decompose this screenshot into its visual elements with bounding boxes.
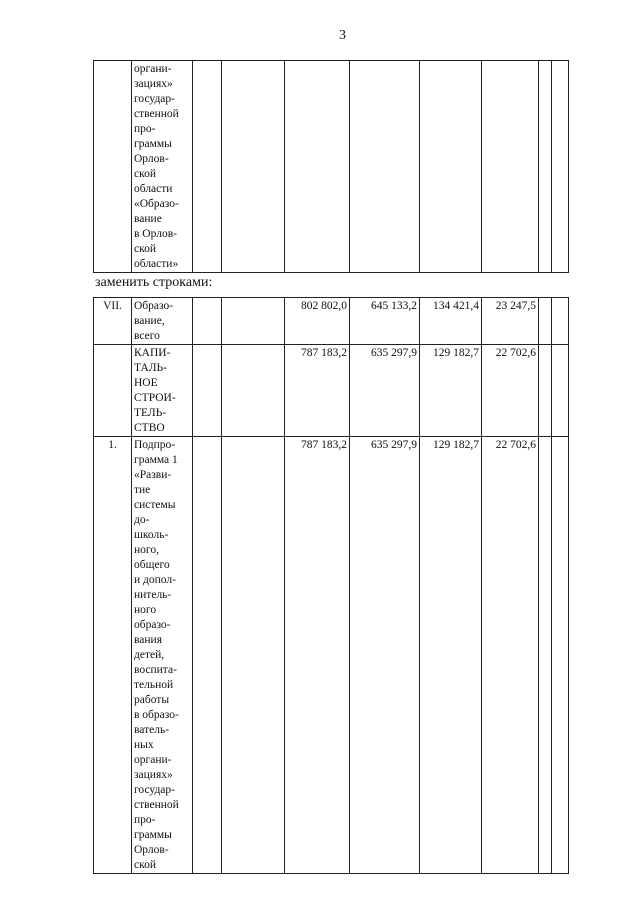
index-cell: 1. [94, 437, 132, 874]
name-line: Орлов- [134, 153, 169, 165]
value-cell: 635 297,9 [350, 345, 420, 437]
name-line: про- [134, 814, 156, 826]
empty-cell [552, 61, 569, 273]
name-line: ного, [134, 544, 159, 556]
index-cell [94, 61, 132, 273]
name-line: «Разви- [134, 469, 172, 481]
name-line: до- [134, 514, 150, 526]
value-cell: 23 247,5 [482, 298, 539, 345]
index-cell: VII. [94, 298, 132, 345]
page-number: 3 [339, 28, 346, 43]
name-line: в Орлов- [134, 228, 177, 240]
empty-cell [552, 345, 569, 437]
continued-table [93, 60, 569, 273]
name-line: ственной [134, 799, 179, 811]
name-line: тие [134, 484, 151, 496]
empty-cell [193, 345, 222, 437]
name-cell [132, 437, 193, 874]
name-line: ных [134, 739, 154, 751]
name-line: НОЕ [134, 377, 158, 389]
name-line: Образо- [134, 300, 174, 312]
name-line: общего [134, 559, 170, 571]
empty-cell [552, 437, 569, 874]
name-cell [132, 61, 193, 273]
name-line: государ- [134, 93, 175, 105]
value-cell: 787 183,2 [285, 345, 350, 437]
value-cell: 635 297,9 [350, 437, 420, 874]
name-line: зациях» [134, 769, 173, 781]
name-line: ТЕЛЬ- [134, 407, 167, 419]
name-line: «Образо- [134, 198, 179, 210]
name-line: государ- [134, 784, 175, 796]
empty-cell [552, 298, 569, 345]
name-line: Орлов- [134, 844, 169, 856]
name-line: тельной [134, 679, 174, 691]
value-cell: 802 802,0 [285, 298, 350, 345]
empty-cell [539, 298, 552, 345]
empty-cell [222, 437, 285, 874]
name-line: граммы [134, 138, 172, 150]
empty-cell [193, 61, 222, 273]
name-line: школь- [134, 529, 169, 541]
value-cell: 129 182,7 [420, 437, 482, 874]
value-cell: 134 421,4 [420, 298, 482, 345]
table-row [94, 345, 569, 437]
name-line: зациях» [134, 78, 173, 90]
table-row [94, 61, 569, 273]
table-row [94, 437, 569, 874]
value-cell: 787 183,2 [285, 437, 350, 874]
empty-cell [222, 298, 285, 345]
name-line: ственной [134, 108, 179, 120]
name-line: граммы [134, 829, 172, 841]
value-cell [420, 61, 482, 273]
name-line: образо- [134, 619, 171, 631]
index-cell [94, 345, 132, 437]
value-cell [285, 61, 350, 273]
empty-cell [539, 437, 552, 874]
name-cell [132, 298, 193, 345]
empty-cell [539, 345, 552, 437]
name-line: ТАЛЬ- [134, 362, 167, 374]
value-cell: 645 133,2 [350, 298, 420, 345]
name-line: и допол- [134, 574, 176, 586]
name-line: вания [134, 634, 162, 646]
name-line: СТВО [134, 422, 165, 434]
empty-cell [222, 345, 285, 437]
value-cell: 22 702,6 [482, 437, 539, 874]
name-line: органи- [134, 754, 172, 766]
name-line: вание [134, 213, 162, 225]
name-line: ской [134, 243, 157, 255]
value-cell: 129 182,7 [420, 345, 482, 437]
name-line: области [134, 183, 173, 195]
value-cell [482, 61, 539, 273]
name-line: ской [134, 859, 157, 871]
name-line: ного [134, 604, 157, 616]
name-line: всего [134, 330, 160, 342]
name-line: грамма 1 [134, 454, 178, 466]
name-line: в образо- [134, 709, 179, 721]
name-line: работы [134, 694, 170, 706]
replace-text: заменить строками: [95, 275, 213, 290]
replacement-table [93, 297, 569, 874]
empty-cell [193, 437, 222, 874]
value-cell [350, 61, 420, 273]
value-cell: 22 702,6 [482, 345, 539, 437]
name-line: про- [134, 123, 156, 135]
name-line: нитель- [134, 589, 172, 601]
name-line: вание, [134, 315, 165, 327]
name-line: детей, [134, 649, 165, 661]
name-line: КАПИ- [134, 347, 171, 359]
empty-cell [193, 298, 222, 345]
name-line: ской [134, 168, 157, 180]
name-cell [132, 345, 193, 437]
name-line: области» [134, 258, 179, 270]
name-line: воспита- [134, 664, 177, 676]
empty-cell [539, 61, 552, 273]
name-line: Подпро- [134, 439, 176, 451]
empty-cell [222, 61, 285, 273]
name-lines [134, 62, 190, 272]
name-line: ватель- [134, 724, 170, 736]
name-line: СТРОИ- [134, 392, 176, 404]
name-line: органи- [134, 63, 172, 75]
name-line: системы [134, 499, 176, 511]
table-row [94, 298, 569, 345]
